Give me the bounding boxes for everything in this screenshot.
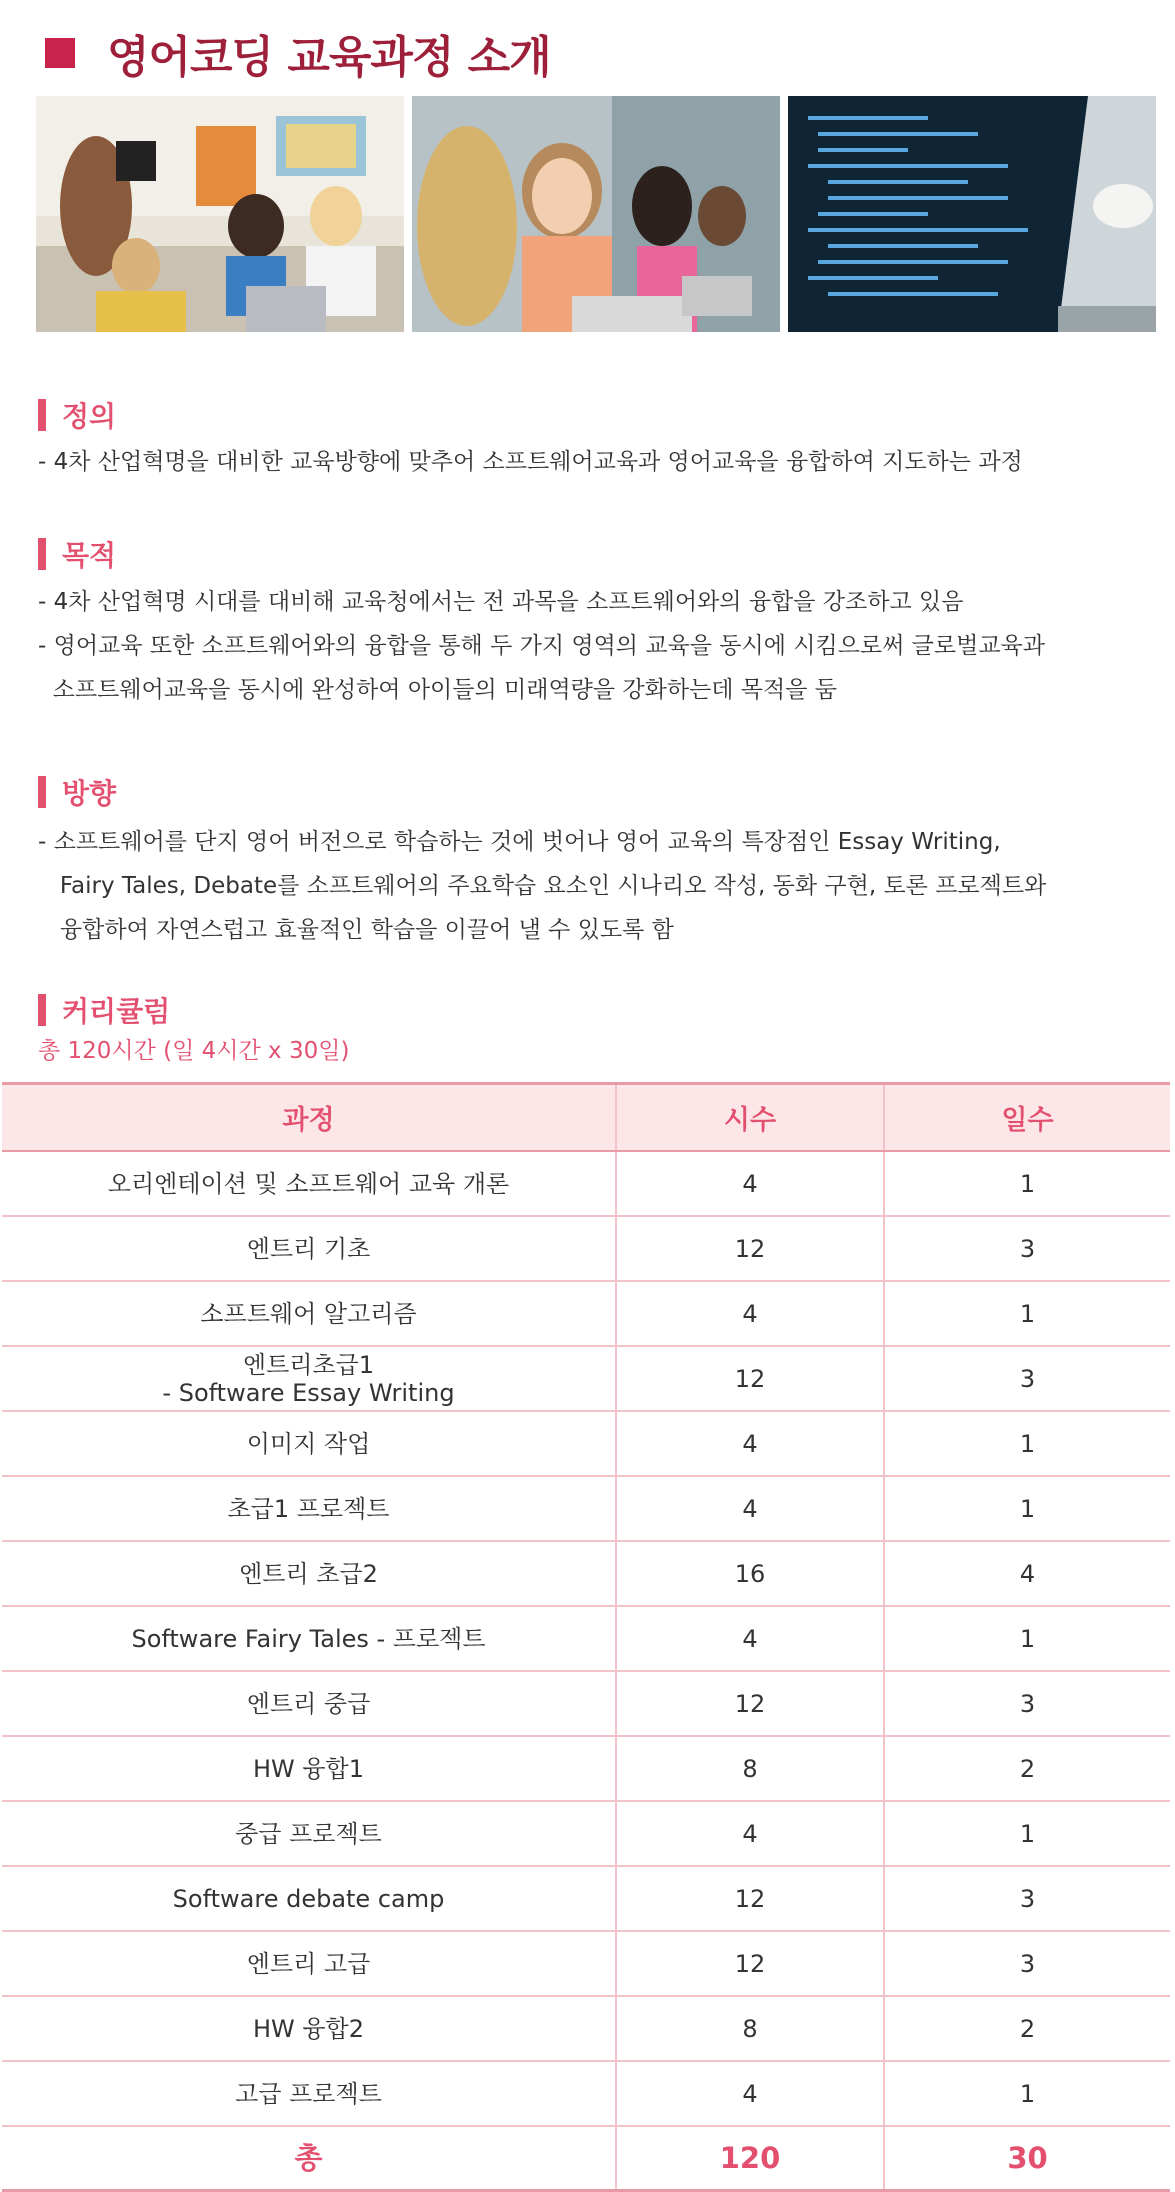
course-cell: 엔트리 초급2: [2, 1541, 616, 1606]
course-cell: Software debate camp: [2, 1866, 616, 1931]
hours-cell: 12: [616, 1866, 884, 1931]
hours-cell: 12: [616, 1931, 884, 1996]
table-row: [2, 1671, 1170, 1736]
text-line: - 4차 산업혁명을 대비한 교육방향에 맞추어 소프트웨어교육과 영어교육을 융합하여 지도하는 과정: [38, 449, 1023, 475]
course-cell: HW 융합2: [2, 1996, 616, 2061]
table-row: [2, 1736, 1170, 1801]
course-cell: 중급 프로젝트: [2, 1801, 616, 1866]
direction-text: [38, 820, 1046, 952]
table-row: [2, 1151, 1170, 1216]
table-total-row: [2, 2126, 1170, 2191]
page-title-row: [45, 18, 551, 88]
hours-cell: 8: [616, 1996, 884, 2061]
days-cell: 3: [884, 1931, 1170, 1996]
text-line: - 4차 산업혁명 시대를 대비해 교육청에서는 전 과목을 소프트웨어와의 융합을 강조하고 있음: [38, 589, 964, 615]
hours-cell: 12: [616, 1216, 884, 1281]
students-laptops-photo: [412, 96, 780, 332]
days-cell: 3: [884, 1346, 1170, 1411]
total-hours: 120: [616, 2126, 884, 2191]
course-cell: 오리엔테이션 및 소프트웨어 교육 개론: [2, 1151, 616, 1216]
course-cell: 엔트리초급1 - Software Essay Writing: [2, 1346, 616, 1411]
hours-cell: 4: [616, 1411, 884, 1476]
photo-strip: [36, 96, 1156, 332]
header-hours: 시수: [616, 1084, 884, 1152]
days-cell: 1: [884, 1151, 1170, 1216]
days-cell: 1: [884, 1476, 1170, 1541]
days-cell: 2: [884, 1736, 1170, 1801]
days-cell: 3: [884, 1866, 1170, 1931]
section-purpose-heading: [38, 534, 116, 574]
course-cell: Software Fairy Tales - 프로젝트: [2, 1606, 616, 1671]
curriculum-table: [2, 1082, 1170, 2192]
header-course: 과정: [2, 1084, 616, 1152]
hours-cell: 4: [616, 1151, 884, 1216]
course-cell: 이미지 작업: [2, 1411, 616, 1476]
days-cell: 3: [884, 1671, 1170, 1736]
section-bar-icon: [38, 776, 46, 808]
section-title: 커리큘럼: [62, 995, 171, 1028]
title-square-icon: [45, 38, 75, 68]
text-line: - 소프트웨어를 단지 영어 버전으로 학습하는 것에 벗어나 영어 교육의 특장점인 Essay Writing,: [38, 829, 1001, 855]
hours-cell: 12: [616, 1346, 884, 1411]
section-bar-icon: [38, 538, 46, 570]
total-days: 30: [884, 2126, 1170, 2191]
hours-cell: 12: [616, 1671, 884, 1736]
hours-cell: 16: [616, 1541, 884, 1606]
table-row: [2, 1866, 1170, 1931]
table-row: [2, 1996, 1170, 2061]
section-definition-heading: [38, 395, 116, 435]
table-row: [2, 1606, 1170, 1671]
hours-cell: 4: [616, 1281, 884, 1346]
section-title: 목적: [62, 539, 117, 572]
text-line: Fairy Tales, Debate를 소프트웨어의 주요학습 요소인 시나리오 작성, 동화 구현, 토론 프로젝트와: [38, 873, 1047, 899]
section-bar-icon: [38, 399, 46, 431]
table-row: [2, 1931, 1170, 1996]
text-line: - 영어교육 또한 소프트웨어와의 융합을 통해 두 가지 영역의 교육을 동시에 시킴으로써 글로벌교육과: [38, 633, 1045, 659]
course-cell: 엔트리 중급: [2, 1671, 616, 1736]
header-days: 일수: [884, 1084, 1170, 1152]
section-direction-heading: [38, 772, 116, 812]
section-bar-icon: [38, 994, 46, 1026]
days-cell: 3: [884, 1216, 1170, 1281]
table-row: [2, 1346, 1170, 1411]
curriculum-note: 총 120시간 (일 4시간 x 30일): [38, 1038, 350, 1064]
days-cell: 2: [884, 1996, 1170, 2061]
definition-text: [38, 440, 1023, 484]
course-cell: 소프트웨어 알고리즘: [2, 1281, 616, 1346]
table-row: [2, 1216, 1170, 1281]
table-row: [2, 1801, 1170, 1866]
days-cell: 1: [884, 1606, 1170, 1671]
course-cell: 초급1 프로젝트: [2, 1476, 616, 1541]
table-row: [2, 2061, 1170, 2126]
section-title: 방향: [62, 777, 117, 810]
days-cell: 1: [884, 1411, 1170, 1476]
days-cell: 1: [884, 2061, 1170, 2126]
section-curriculum-heading: [38, 990, 170, 1030]
table-row: [2, 1476, 1170, 1541]
hours-cell: 4: [616, 2061, 884, 2126]
section-title: 정의: [62, 400, 117, 433]
hours-cell: 8: [616, 1736, 884, 1801]
hours-cell: 4: [616, 1476, 884, 1541]
course-cell: 엔트리 기초: [2, 1216, 616, 1281]
days-cell: 4: [884, 1541, 1170, 1606]
days-cell: 1: [884, 1801, 1170, 1866]
course-cell: 고급 프로젝트: [2, 2061, 616, 2126]
text-line: 융합하여 자연스럽고 효율적인 학습을 이끌어 낼 수 있도록 함: [38, 917, 674, 943]
laptop-code-photo: [788, 96, 1156, 332]
table-row: [2, 1541, 1170, 1606]
course-cell: HW 융합1: [2, 1736, 616, 1801]
course-cell: 엔트리 고급: [2, 1931, 616, 1996]
days-cell: 1: [884, 1281, 1170, 1346]
hours-cell: 4: [616, 1606, 884, 1671]
teacher-kids-classroom-photo: [36, 96, 404, 332]
table-header-row: [2, 1084, 1170, 1152]
table-row: [2, 1281, 1170, 1346]
purpose-text: [38, 580, 1045, 712]
table-row: [2, 1411, 1170, 1476]
page-title: 영어코딩 교육과정 소개: [107, 32, 551, 83]
table-body: [2, 1151, 1170, 2191]
hours-cell: 4: [616, 1801, 884, 1866]
text-line: 소프트웨어교육을 동시에 완성하여 아이들의 미래역량을 강화하는데 목적을 둠: [38, 677, 837, 703]
total-label: 총: [2, 2126, 616, 2191]
